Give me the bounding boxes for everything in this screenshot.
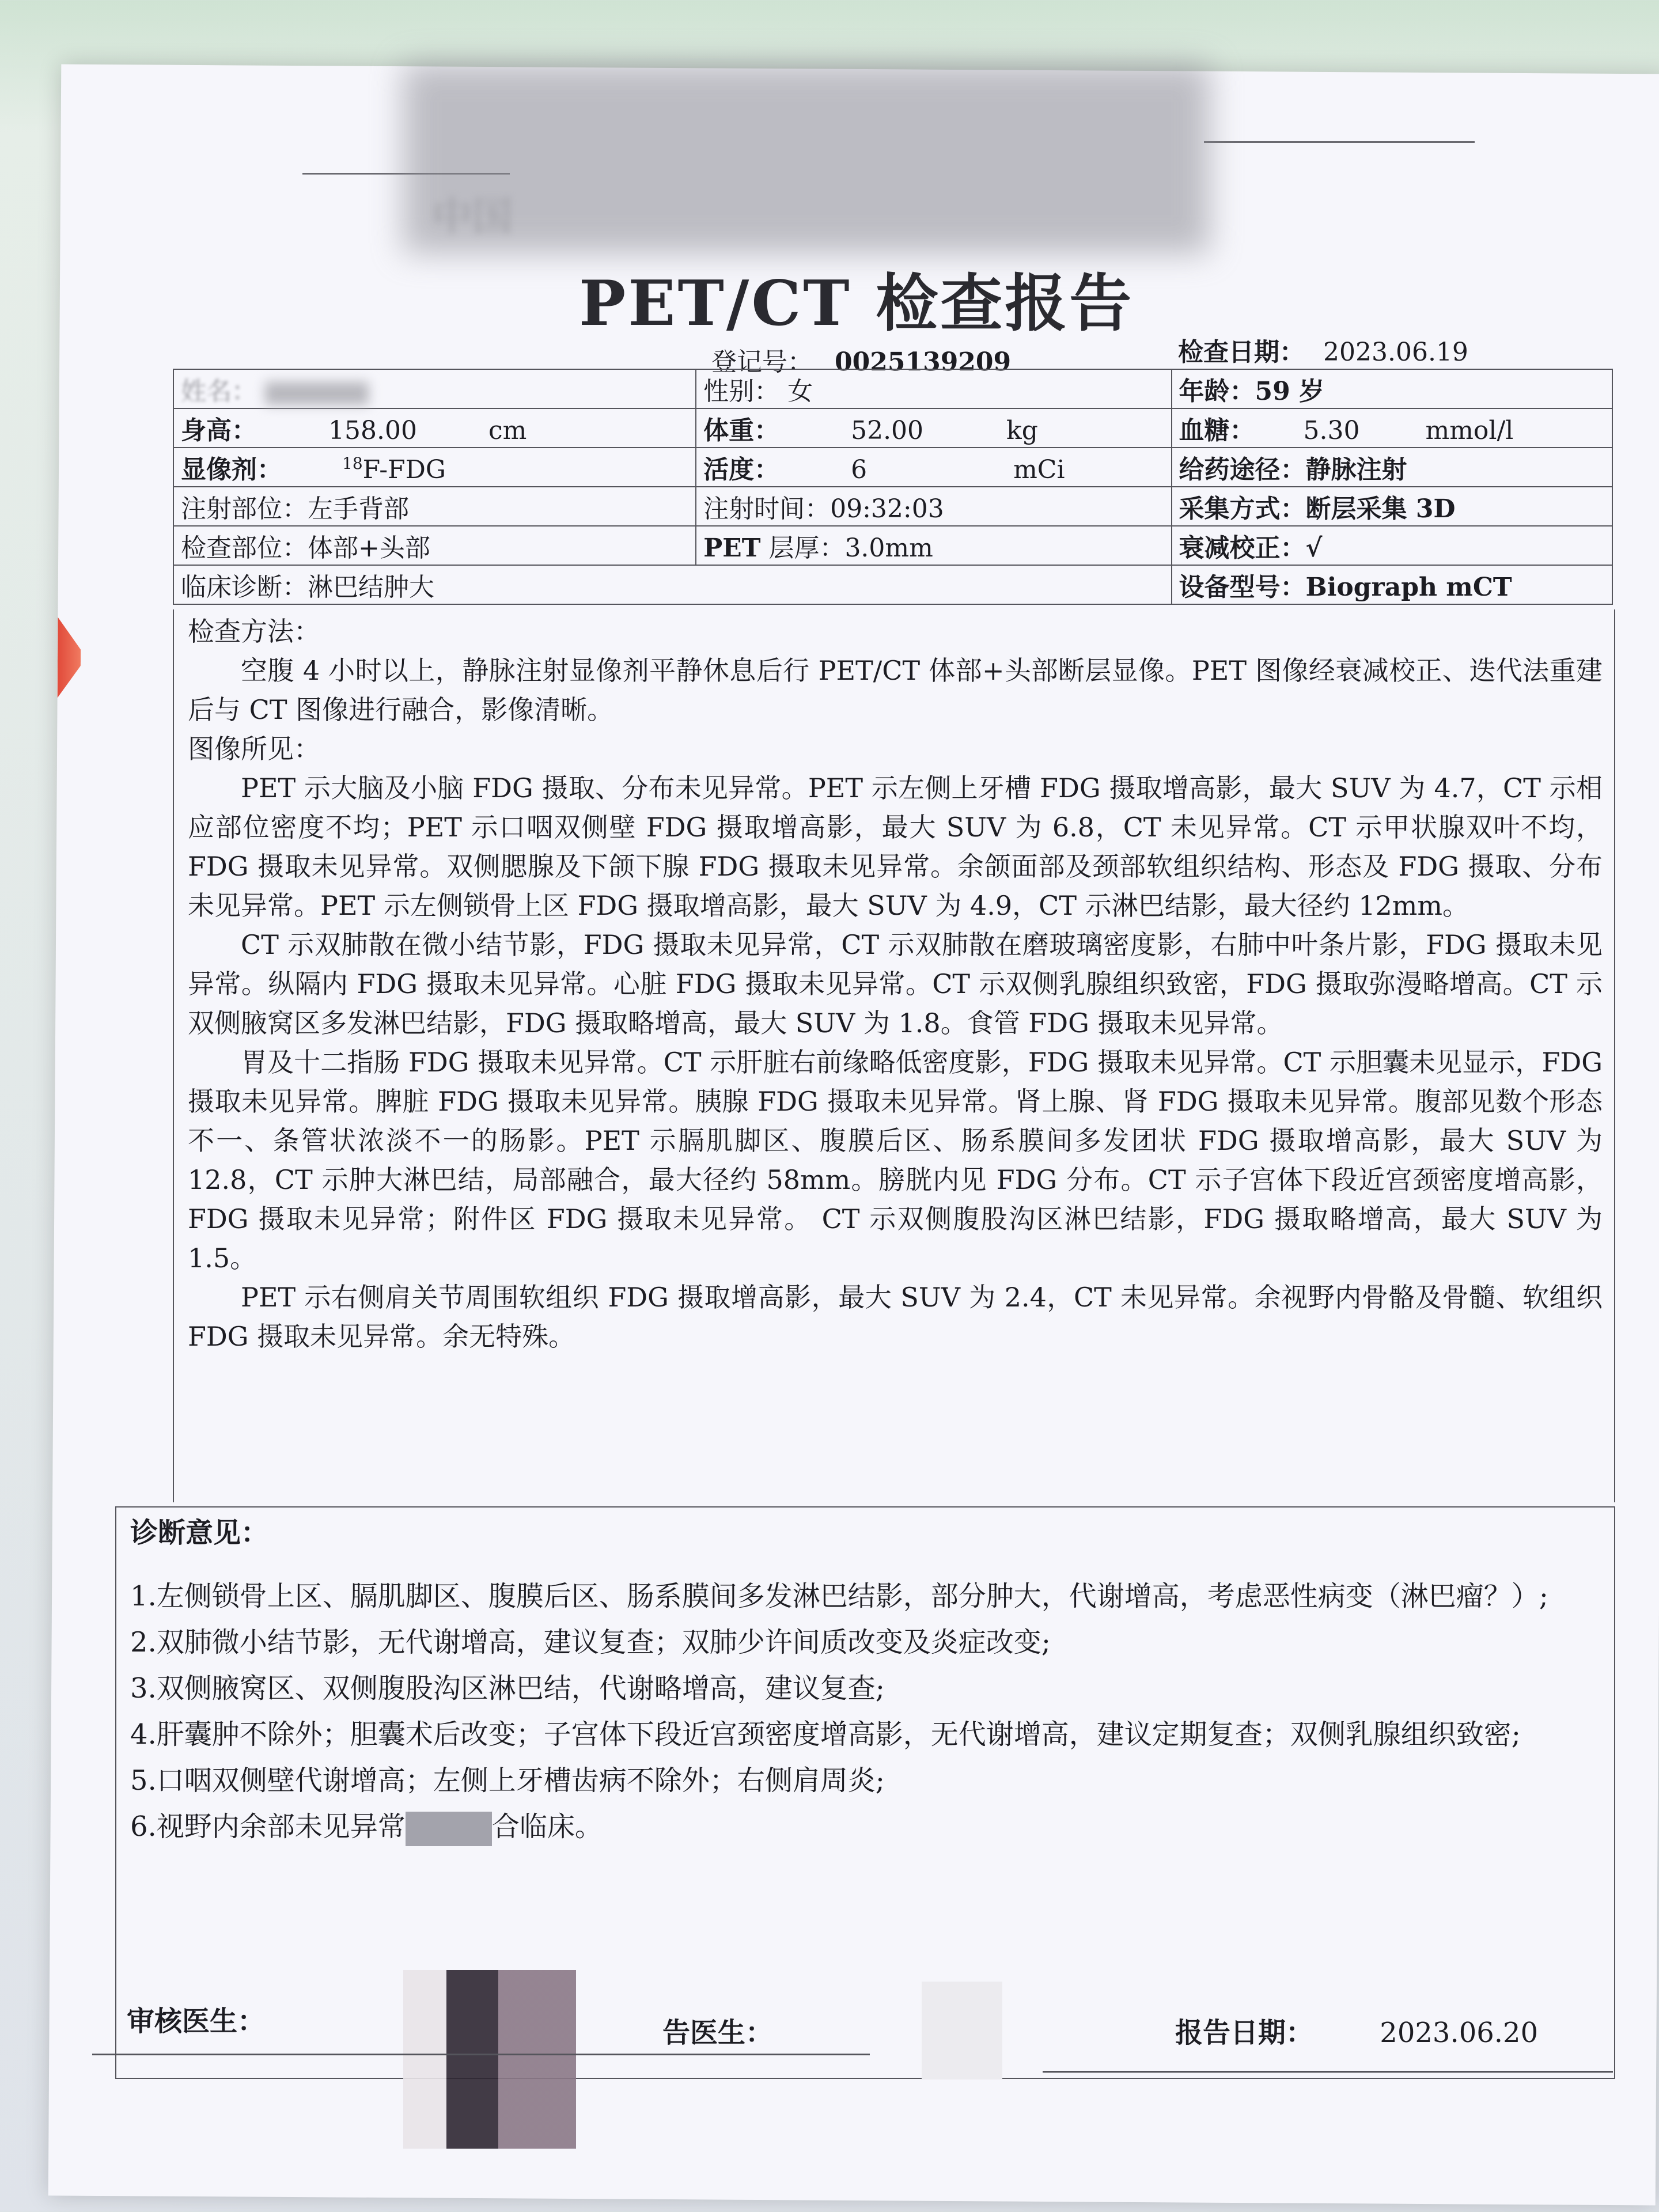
red-mark [58, 617, 81, 698]
glucose-cell [1172, 408, 1613, 448]
agent-sup: 18 [342, 454, 363, 474]
redacted-header [403, 63, 1210, 253]
diagnosis-item: 3.双侧腋窝区、双侧腹股沟区淋巴结，代谢略增高，建议复查; [130, 1672, 885, 1705]
diagnosis-item-6-end: 合临床。 [491, 1810, 603, 1843]
glucose-unit: mmol/l [1425, 416, 1514, 445]
activity-unit: mCi [1013, 455, 1065, 484]
height-value: 158.00 [328, 416, 417, 445]
exam-date-value: 2023.06.19 [1323, 338, 1468, 367]
activity-label: 活度： [703, 455, 780, 484]
age-cell: 年龄：59 岁 [1172, 369, 1613, 408]
redacted-signature [403, 1970, 576, 2149]
exam-date [1178, 331, 1468, 368]
info-row-1 [173, 369, 1612, 408]
activity-value: 6 [851, 455, 868, 484]
name-cell [173, 369, 696, 408]
diagnosis-item: 2.双肺微小结节影，无代谢增高，建议复查；双肺少许间质改变及炎症改变; [130, 1626, 1051, 1658]
info-row-5 [173, 526, 1612, 565]
activity-cell [696, 448, 1171, 487]
info-row-6 [173, 565, 1612, 604]
weight-label: 体重： [703, 416, 780, 445]
diagnosis-item-6-start: 6.视野内余部未见异常 [130, 1810, 406, 1843]
report-title: PET/CT 检查报告 [579, 267, 1134, 340]
height-cell [173, 408, 696, 448]
reporter-label: 告医生： [662, 2017, 774, 2049]
method-text: 空腹 4 小时以上，静脉注射显像剂平静休息后行 PET/CT 体部+头部断层显像。PET 图像经衰减校正、迭代法重建后与 CT 图像进行融合，影像清晰。 [188, 655, 1603, 725]
weight-value: 52.00 [851, 416, 924, 445]
diagnosis-label: 诊断意见： [130, 1517, 269, 1549]
atten-cell: 衰减校正：√ [1172, 526, 1613, 565]
acq-mode-cell: 采集方式：断层采集 3D [1172, 487, 1613, 526]
agent-value: F-FDG [362, 455, 446, 484]
diagnosis-section [115, 1506, 1615, 2079]
glucose-value: 5.30 [1303, 416, 1360, 445]
findings-paragraph: PET 示右侧肩关节周围软组织 FDG 摄取增高影，最大 SUV 为 2.4，CT 未见异常。余视野内骨骼及骨髓、软组织 FDG 摄取未见异常。余无特殊。 [188, 1282, 1603, 1352]
redacted-reporter [922, 1982, 1002, 2080]
slice-cell [696, 526, 1171, 565]
glucose-label: 血糖： [1179, 416, 1255, 445]
exam-site-cell: 检查部位：体部+头部 [173, 526, 696, 565]
slice-value: 层厚：3.0mm [760, 533, 933, 563]
reviewer-label: 审核医生： [127, 2005, 266, 2037]
reviewer [127, 1999, 265, 2039]
signature-line-left [92, 2054, 870, 2055]
header-rule-right [1204, 141, 1475, 143]
hospital-name-blurred: 中国 [432, 193, 513, 240]
name-label: 姓名： [181, 377, 257, 406]
findings-paragraph: PET 示大脑及小脑 FDG 摄取、分布未见异常。PET 示左侧上牙槽 FDG 摄取增高影，最大 SUV 为 4.7，CT 示相应部位密度不均；PET 示口咽双侧壁 FDG 摄取增高影，最大 SUV 为 6.8，CT 未见异常。CT 示甲状腺双叶不均，FDG 摄取未见异常。双侧腮腺及下颌下腺 FDG 摄取未见异常。余颌面部及颈部软组织结构、形态及 FDG 摄取、分布未见异常。PET 示左侧锁骨上区 FDG 摄取增高影，最大 SUV 为 4.9，CT 示淋巴结影，最大径约 12mm。 [188, 772, 1603, 921]
clinical-cell: 临床诊断：淋巴结肿大 [173, 565, 1172, 604]
height-label: 身高： [181, 416, 257, 445]
report-date [1175, 2010, 1538, 2050]
inj-time-cell: 注射时间：09:32:03 [696, 487, 1171, 526]
method-label: 检查方法： [188, 616, 320, 647]
findings-label: 图像所见： [188, 733, 320, 764]
reporter [662, 2010, 773, 2050]
sex-cell: 性别： 女 [696, 369, 1171, 408]
route-cell: 给药途径：静脉注射 [1172, 448, 1613, 487]
device-cell: 设备型号：Biograph mCT [1172, 565, 1613, 604]
reg-no-label: 登记号： [711, 347, 813, 377]
findings-section [173, 609, 1615, 1502]
reg-no-value: 0025139209 [835, 347, 1012, 377]
report-date-label: 报告日期： [1175, 2017, 1314, 2049]
patient-info-table [173, 369, 1613, 605]
diagnosis-item: 4.肝囊肿不除外；胆囊术后改变；子宫体下段近宫颈密度增高影，无代谢增高，建议定期复查；双侧乳腺组织致密; [130, 1718, 1521, 1751]
findings-paragraph: CT 示双肺散在微小结节影，FDG 摄取未见异常，CT 示双肺散在磨玻璃密度影，右肺中叶条片影，FDG 摄取未见异常。纵隔内 FDG 摄取未见异常。心脏 FDG 摄取未见异常。CT 示双侧乳腺组织致密，FDG 摄取弥漫略增高。CT 示双侧腋窝区多发淋巴结影，FDG 摄取略增高，最大 SUV 为 1.8。食管 FDG 摄取未见异常。 [188, 929, 1603, 1039]
findings-paragraph: 胃及十二指肠 FDG 摄取未见异常。CT 示肝脏右前缘略低密度影，FDG 摄取未见异常。CT 示胆囊未见显示，FDG 摄取未见异常。脾脏 FDG 摄取未见异常。胰腺 FDG 摄取未见异常。肾上腺、肾 FDG 摄取未见异常。腹部见数个形态不一、条管状浓淡不一的肠影。PET 示膈肌脚区、腹膜后区、肠系膜间多发团状 FDG 摄取增高影，最大 SUV 为 12.8，CT 示肿大淋巴结，局部融合，最大径约 58mm。膀胱内见 FDG 分布。CT 示子宫体下段近宫颈密度增高影，FDG 摄取未见异常；附件区 FDG 摄取未见异常。 CT 示双侧腹股沟区淋巴结影，FDG 摄取略增高，最大 SUV 为 1.5。 [188, 1047, 1603, 1274]
diagnosis-item-6 [116, 1804, 1614, 1850]
agent-label: 显像剂： [181, 455, 282, 484]
weight-unit: kg [1006, 416, 1038, 445]
info-row-4 [173, 487, 1612, 526]
redacted-snippet [406, 1812, 492, 1846]
info-row-3 [173, 448, 1612, 487]
height-unit: cm [488, 416, 527, 445]
weight-cell [696, 408, 1171, 448]
info-row-2 [173, 408, 1612, 448]
inj-site-cell: 注射部位：左手背部 [173, 487, 696, 526]
agent-cell [173, 448, 696, 487]
slice-pet: PET [703, 533, 761, 563]
name-redacted [265, 382, 369, 405]
diagnosis-item: 5.口咽双侧壁代谢增高；左侧上牙槽齿病不除外；右侧肩周炎; [130, 1764, 885, 1797]
report-date-value: 2023.06.20 [1380, 2017, 1539, 2049]
signature-line-right [1043, 2071, 1613, 2073]
exam-date-label: 检查日期： [1178, 338, 1305, 367]
diagnosis-item: 1.左侧锁骨上区、膈肌脚区、腹膜后区、肠系膜间多发淋巴结影，部分肿大，代谢增高，考虑恶性病变（淋巴瘤？）; [130, 1580, 1548, 1612]
